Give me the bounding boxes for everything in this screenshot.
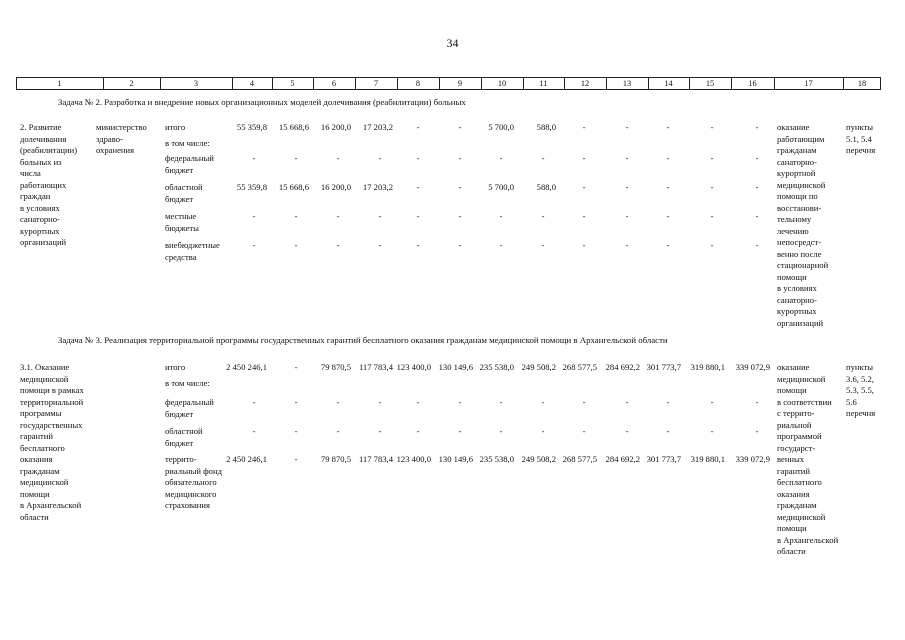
- header-divider: [272, 77, 273, 89]
- cell-value: 301 773,7: [646, 362, 681, 372]
- cell-value: -: [755, 426, 759, 436]
- row-label: федеральный бюджет: [165, 153, 214, 175]
- header-divider: [774, 77, 775, 89]
- cell-value: 319 880,1: [690, 362, 725, 372]
- cell-value: 16 200,0: [320, 182, 351, 192]
- cell-value: 79 870,5: [320, 454, 351, 464]
- header-divider: [523, 77, 524, 89]
- cell-value: -: [625, 153, 629, 163]
- cell-value: 123 400,0: [396, 362, 431, 372]
- task3-item: 3.1. Оказание медицинской помощи в рамках территориальной программы государственных гарантий бесплатного оказания гражданам медицинской помощи в Архангельской области: [20, 362, 84, 522]
- task2-reference: пункты 5.1, 5.4 перечня: [846, 122, 876, 155]
- cell-value: -: [416, 397, 420, 407]
- cell-value: -: [336, 153, 340, 163]
- cell-value: -: [458, 240, 462, 250]
- cell-value: 339 072,9: [735, 454, 770, 464]
- cell-value: 5 700,0: [488, 122, 514, 132]
- header-col-9: 9: [457, 79, 463, 88]
- header-col-1: 1: [57, 79, 62, 88]
- cell-value: -: [710, 240, 714, 250]
- cell-value: -: [625, 426, 629, 436]
- cell-value: -: [252, 397, 256, 407]
- cell-value: -: [755, 211, 759, 221]
- header-divider: [439, 77, 440, 89]
- cell-value: -: [499, 153, 503, 163]
- cell-value: 2 450 246,1: [226, 362, 267, 372]
- cell-value: -: [582, 426, 586, 436]
- row-label: областной бюджет: [165, 182, 203, 204]
- task2-executor: министерство здраво- охранения: [96, 122, 147, 155]
- cell-value: -: [499, 240, 503, 250]
- header-col-15: 15: [705, 79, 715, 88]
- header-divider: [16, 77, 17, 89]
- cell-value: -: [416, 153, 420, 163]
- cell-value: -: [336, 397, 340, 407]
- cell-value: -: [294, 153, 298, 163]
- row-label: террито- риальный фонд обязательного медицинского страхования: [165, 454, 222, 510]
- cell-value: -: [252, 153, 256, 163]
- cell-value: -: [666, 153, 670, 163]
- cell-value: -: [541, 211, 545, 221]
- cell-value: -: [710, 397, 714, 407]
- cell-value: -: [416, 240, 420, 250]
- cell-value: -: [294, 454, 298, 464]
- cell-value: -: [541, 153, 545, 163]
- cell-value: -: [666, 426, 670, 436]
- cell-value: -: [625, 211, 629, 221]
- task2-item: 2. Развитие долечивания (реабилитации) больных из числа работающих граждан в условиях санаторно- курортных организаций: [20, 122, 78, 247]
- header-col-4: 4: [249, 79, 255, 88]
- cell-value: 235 538,0: [479, 454, 514, 464]
- cell-value: -: [666, 240, 670, 250]
- cell-value: -: [416, 211, 420, 221]
- cell-value: -: [378, 240, 382, 250]
- cell-value: -: [499, 397, 503, 407]
- header-col-7: 7: [373, 79, 379, 88]
- row-label: в том числе:: [165, 378, 210, 388]
- header-divider: [313, 77, 314, 89]
- cell-value: 15 668,6: [278, 182, 309, 192]
- task2-title: Задача № 2. Разработка и внедрение новых организационных моделей долечивания (реабилитации) больных: [58, 97, 466, 107]
- cell-value: -: [252, 211, 256, 221]
- header-divider: [397, 77, 398, 89]
- task3-reference: пункты 3.6, 5.2, 5.3, 5.5, 5.6 перечня: [846, 362, 876, 418]
- cell-value: -: [710, 122, 714, 132]
- cell-value: -: [378, 426, 382, 436]
- header-divider: [160, 77, 161, 89]
- header-col-11: 11: [539, 79, 548, 88]
- cell-value: -: [458, 153, 462, 163]
- cell-value: -: [458, 397, 462, 407]
- cell-value: -: [582, 397, 586, 407]
- cell-value: 17 203,2: [362, 122, 393, 132]
- header-divider: [843, 77, 844, 89]
- cell-value: 301 773,7: [646, 454, 681, 464]
- cell-value: -: [541, 240, 545, 250]
- task3-result: оказание медицинской помощи в соответствии с террито- риальной программой государст- венных гарантий бесплатного оказания гражданам медицинской помощи в Архангельской области: [777, 362, 839, 556]
- cell-value: 55 359,8: [236, 122, 267, 132]
- cell-value: -: [710, 182, 714, 192]
- header-col-17: 17: [804, 79, 813, 88]
- cell-value: -: [666, 122, 670, 132]
- cell-value: -: [378, 397, 382, 407]
- cell-value: 123 400,0: [396, 454, 431, 464]
- header-col-12: 12: [580, 79, 590, 88]
- cell-value: 249 508,2: [521, 362, 556, 372]
- header-divider: [731, 77, 732, 89]
- row-label: итого: [165, 122, 186, 132]
- cell-value: 130 149,6: [438, 454, 473, 464]
- cell-value: 16 200,0: [320, 122, 351, 132]
- cell-value: -: [710, 426, 714, 436]
- cell-value: -: [582, 122, 586, 132]
- header-divider: [481, 77, 482, 89]
- cell-value: -: [416, 182, 420, 192]
- row-label: местные бюджеты: [165, 211, 199, 233]
- header-col-6: 6: [331, 79, 337, 88]
- cell-value: -: [625, 397, 629, 407]
- cell-value: -: [336, 211, 340, 221]
- cell-value: -: [755, 153, 759, 163]
- cell-value: 117 783,4: [358, 362, 393, 372]
- cell-value: -: [416, 122, 420, 132]
- cell-value: -: [755, 182, 759, 192]
- cell-value: -: [294, 426, 298, 436]
- cell-value: -: [710, 153, 714, 163]
- cell-value: 268 577,5: [562, 362, 597, 372]
- cell-value: -: [755, 397, 759, 407]
- cell-value: 268 577,5: [562, 454, 597, 464]
- cell-value: 319 880,1: [690, 454, 725, 464]
- cell-value: 235 538,0: [479, 362, 514, 372]
- header-divider: [564, 77, 565, 89]
- cell-value: -: [294, 397, 298, 407]
- cell-value: -: [625, 122, 629, 132]
- cell-value: -: [666, 397, 670, 407]
- row-label: в том числе:: [165, 138, 210, 148]
- column-number-header: [16, 77, 881, 90]
- task2-result: оказание работающим гражданам санаторно- курортной медицинской помощи по восстанови- тельному лечению непосредст- венно после стационарной помощи в условиях санаторно- курортных организаций: [777, 122, 829, 328]
- cell-value: -: [499, 426, 503, 436]
- cell-value: 588,0: [536, 182, 556, 192]
- header-divider: [689, 77, 690, 89]
- cell-value: -: [294, 240, 298, 250]
- header-divider: [355, 77, 356, 89]
- cell-value: -: [336, 240, 340, 250]
- cell-value: -: [458, 182, 462, 192]
- cell-value: -: [252, 426, 256, 436]
- cell-value: -: [541, 397, 545, 407]
- cell-value: 55 359,8: [236, 182, 267, 192]
- header-col-3: 3: [193, 79, 199, 88]
- cell-value: -: [666, 211, 670, 221]
- row-label: итого: [165, 362, 186, 372]
- row-label: внебюджетные средства: [165, 240, 220, 262]
- cell-value: 130 149,6: [438, 362, 473, 372]
- cell-value: 79 870,5: [320, 362, 351, 372]
- cell-value: 117 783,4: [358, 454, 393, 464]
- cell-value: -: [666, 182, 670, 192]
- header-col-8: 8: [415, 79, 421, 88]
- header-col-10: 10: [497, 79, 507, 88]
- cell-value: -: [582, 153, 586, 163]
- cell-value: -: [755, 122, 759, 132]
- cell-value: 339 072,9: [735, 362, 770, 372]
- page-number: 34: [446, 36, 459, 50]
- row-label: областной бюджет: [165, 426, 203, 448]
- cell-value: -: [378, 211, 382, 221]
- cell-value: -: [458, 426, 462, 436]
- cell-value: -: [252, 240, 256, 250]
- cell-value: -: [416, 426, 420, 436]
- cell-value: 15 668,6: [278, 122, 309, 132]
- cell-value: 17 203,2: [362, 182, 393, 192]
- header-col-5: 5: [290, 79, 295, 88]
- cell-value: -: [458, 122, 462, 132]
- cell-value: -: [294, 211, 298, 221]
- header-col-2: 2: [129, 79, 134, 88]
- cell-value: -: [378, 153, 382, 163]
- row-label: федеральный бюджет: [165, 397, 214, 419]
- header-col-14: 14: [664, 79, 673, 88]
- header-col-13: 13: [622, 79, 632, 88]
- cell-value: 284 692,2: [605, 362, 640, 372]
- header-divider: [103, 77, 104, 89]
- cell-value: -: [582, 211, 586, 221]
- cell-value: 5 700,0: [488, 182, 514, 192]
- cell-value: -: [582, 182, 586, 192]
- cell-value: -: [336, 426, 340, 436]
- header-divider: [648, 77, 649, 89]
- cell-value: -: [294, 362, 298, 372]
- header-col-18: 18: [857, 79, 867, 88]
- cell-value: 284 692,2: [605, 454, 640, 464]
- cell-value: -: [625, 240, 629, 250]
- cell-value: -: [499, 211, 503, 221]
- header-divider: [880, 77, 881, 89]
- header-col-16: 16: [748, 79, 757, 88]
- cell-value: -: [458, 211, 462, 221]
- header-divider: [606, 77, 607, 89]
- cell-value: -: [541, 426, 545, 436]
- cell-value: 588,0: [536, 122, 556, 132]
- cell-value: -: [625, 182, 629, 192]
- header-divider: [232, 77, 233, 89]
- cell-value: -: [755, 240, 759, 250]
- cell-value: -: [582, 240, 586, 250]
- cell-value: 2 450 246,1: [226, 454, 267, 464]
- cell-value: -: [710, 211, 714, 221]
- cell-value: 249 508,2: [521, 454, 556, 464]
- task3-title: Задача № 3. Реализация территориальной программы государственных гарантий бесплатного оказания гражданам медицинской помощи в Архангельской области: [58, 335, 668, 345]
